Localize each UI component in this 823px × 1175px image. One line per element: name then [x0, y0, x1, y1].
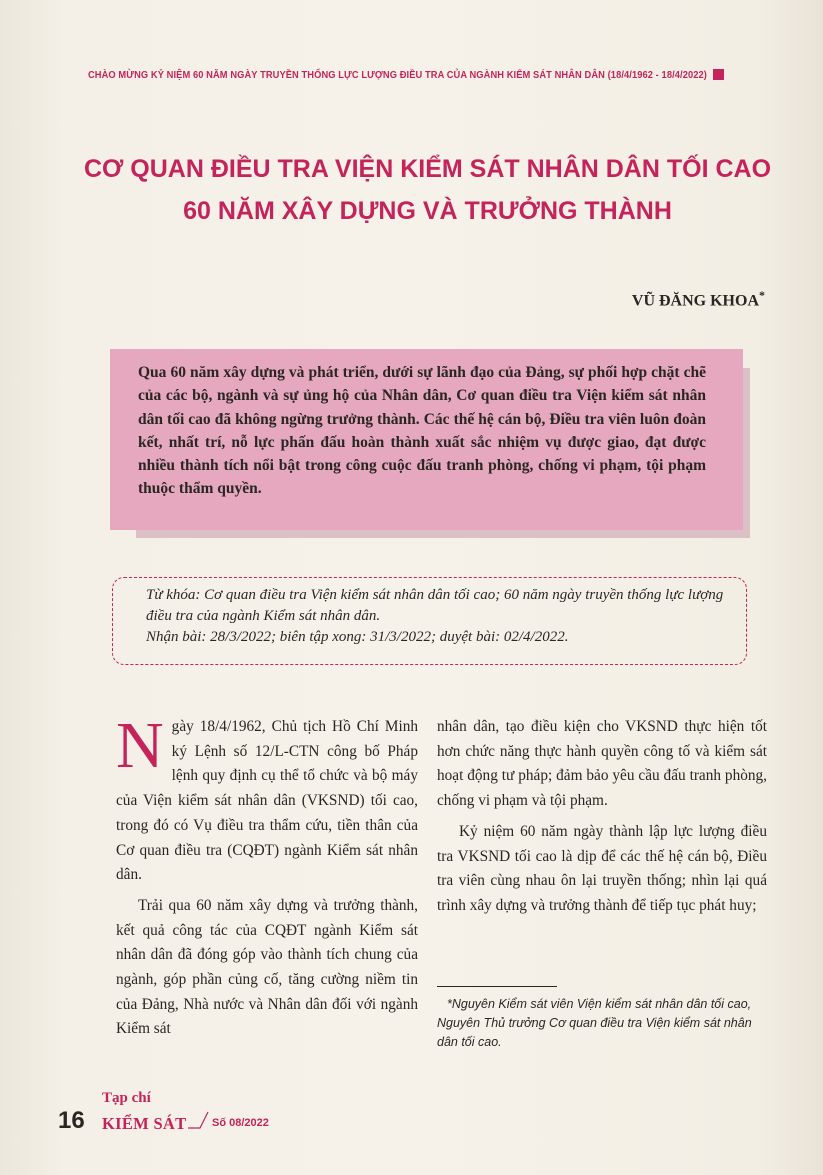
keywords-block — [146, 585, 736, 648]
author-name: VŨ ĐĂNG KHOA — [631, 292, 759, 310]
footnote-mark: * — [447, 997, 452, 1011]
keywords-text: Từ khóa: Cơ quan điều tra Viện kiểm sát nhân dân tối cao; 60 năm ngày truyền thống lực lượng điều tra của ngành Kiểm sát nhân dân. — [146, 587, 724, 624]
issue-number: Số 08/2022 — [212, 1117, 269, 1129]
body-column-right — [437, 715, 767, 919]
footnote-text: Nguyên Kiểm sát viên Viện kiểm sát nhân dân tối cao, Nguyên Thủ trưởng Cơ quan điều tra Viện kiểm sát nhân dân tối cao. — [437, 997, 752, 1049]
article-title — [60, 148, 795, 232]
footnote — [437, 995, 772, 1052]
drop-cap: N — [116, 709, 164, 782]
author-line — [540, 288, 765, 310]
footnote-rule — [437, 986, 557, 987]
header-marker — [713, 69, 724, 80]
paragraph-1-text: gày 18/4/1962, Chủ tịch Hồ Chí Minh ký Lệnh số 12/L-CTN công bố Pháp lệnh quy định cụ thể tổ chức và bộ máy của Viện kiểm sát nhân dân (VKSND) tối cao, trong đó có Vụ điều tra thẩm cứu, tiền thân của Cơ quan điều tra (CQĐT) ngành Kiểm sát nhân dân. — [116, 718, 418, 884]
author-mark: * — [759, 288, 765, 302]
abstract-text: Qua 60 năm xây dựng và phát triển, dưới sự lãnh đạo của Đảng, sự phối hợp chặt chẽ của các bộ, ngành và sự ủng hộ của Nhân dân, Cơ quan điều tra Viện kiểm sát nhân dân tối cao đã không ngừng trưởng thành. Các thế hệ cán bộ, Điều tra viên luôn đoàn kết, nhất trí, nỗ lực phấn đấu hoàn thành xuất sắc nhiệm vụ được giao, đạt được nhiều thành tích nổi bật trong công cuộc đấu tranh phòng, chống vi phạm, tội phạm thuộc thẩm quyền. — [138, 364, 706, 498]
paragraph-4: Kỷ niệm 60 năm ngày thành lập lực lượng điều tra VKSND tối cao là dịp để các thế hệ cán bộ, Điều tra viên cùng nhau ôn lại truyền thống; nhìn lại quá trình xây dựng và trưởng thành để tiếp tục phát huy; — [437, 822, 767, 914]
header-tagline: CHÀO MỪNG KỶ NIỆM 60 NĂM NGÀY TRUYỀN THỐNG LỰC LƯỢNG ĐIỀU TRA CỦA NGÀNH KIỂM SÁT NHÂN DÂN (18/4/1962 - 18/4/2022) — [88, 70, 707, 81]
magazine-name: KIỂM SÁT — [102, 1114, 187, 1133]
submission-dates: Nhận bài: 28/3/2022; biên tập xong: 31/3/2022; duyệt bài: 02/4/2022. — [146, 629, 569, 645]
paragraph-3: nhân dân, tạo điều kiện cho VKSND thực hiện tốt hơn chức năng thực hành quyền công tố và kiểm sát hoạt động tư pháp; đảm bảo yêu cầu đấu tranh phòng, chống vi phạm và tội phạm. — [437, 718, 767, 810]
paragraph-2: Trải qua 60 năm xây dựng và trưởng thành, kết quả công tác của CQĐT ngành Kiểm sát nhân dân đã đóng góp vào thành tích chung của ngành, góp phần củng cố, tăng cường niềm tin của Đảng, Nhà nước và Nhân dân đối với ngành Kiểm sát — [116, 896, 418, 1038]
paragraph-1 — [116, 709, 418, 888]
title-line-1: CƠ QUAN ĐIỀU TRA VIỆN KIỂM SÁT NHÂN DÂN TỐI CAO — [83, 155, 772, 183]
magazine-slash-graphic — [186, 1108, 212, 1132]
title-line-2: 60 NĂM XÂY DỰNG VÀ TRƯỞNG THÀNH — [183, 197, 672, 225]
body-column-left — [116, 709, 418, 1042]
page-number: 16 — [58, 1107, 85, 1134]
magazine-label: Tạp chí — [102, 1090, 151, 1106]
